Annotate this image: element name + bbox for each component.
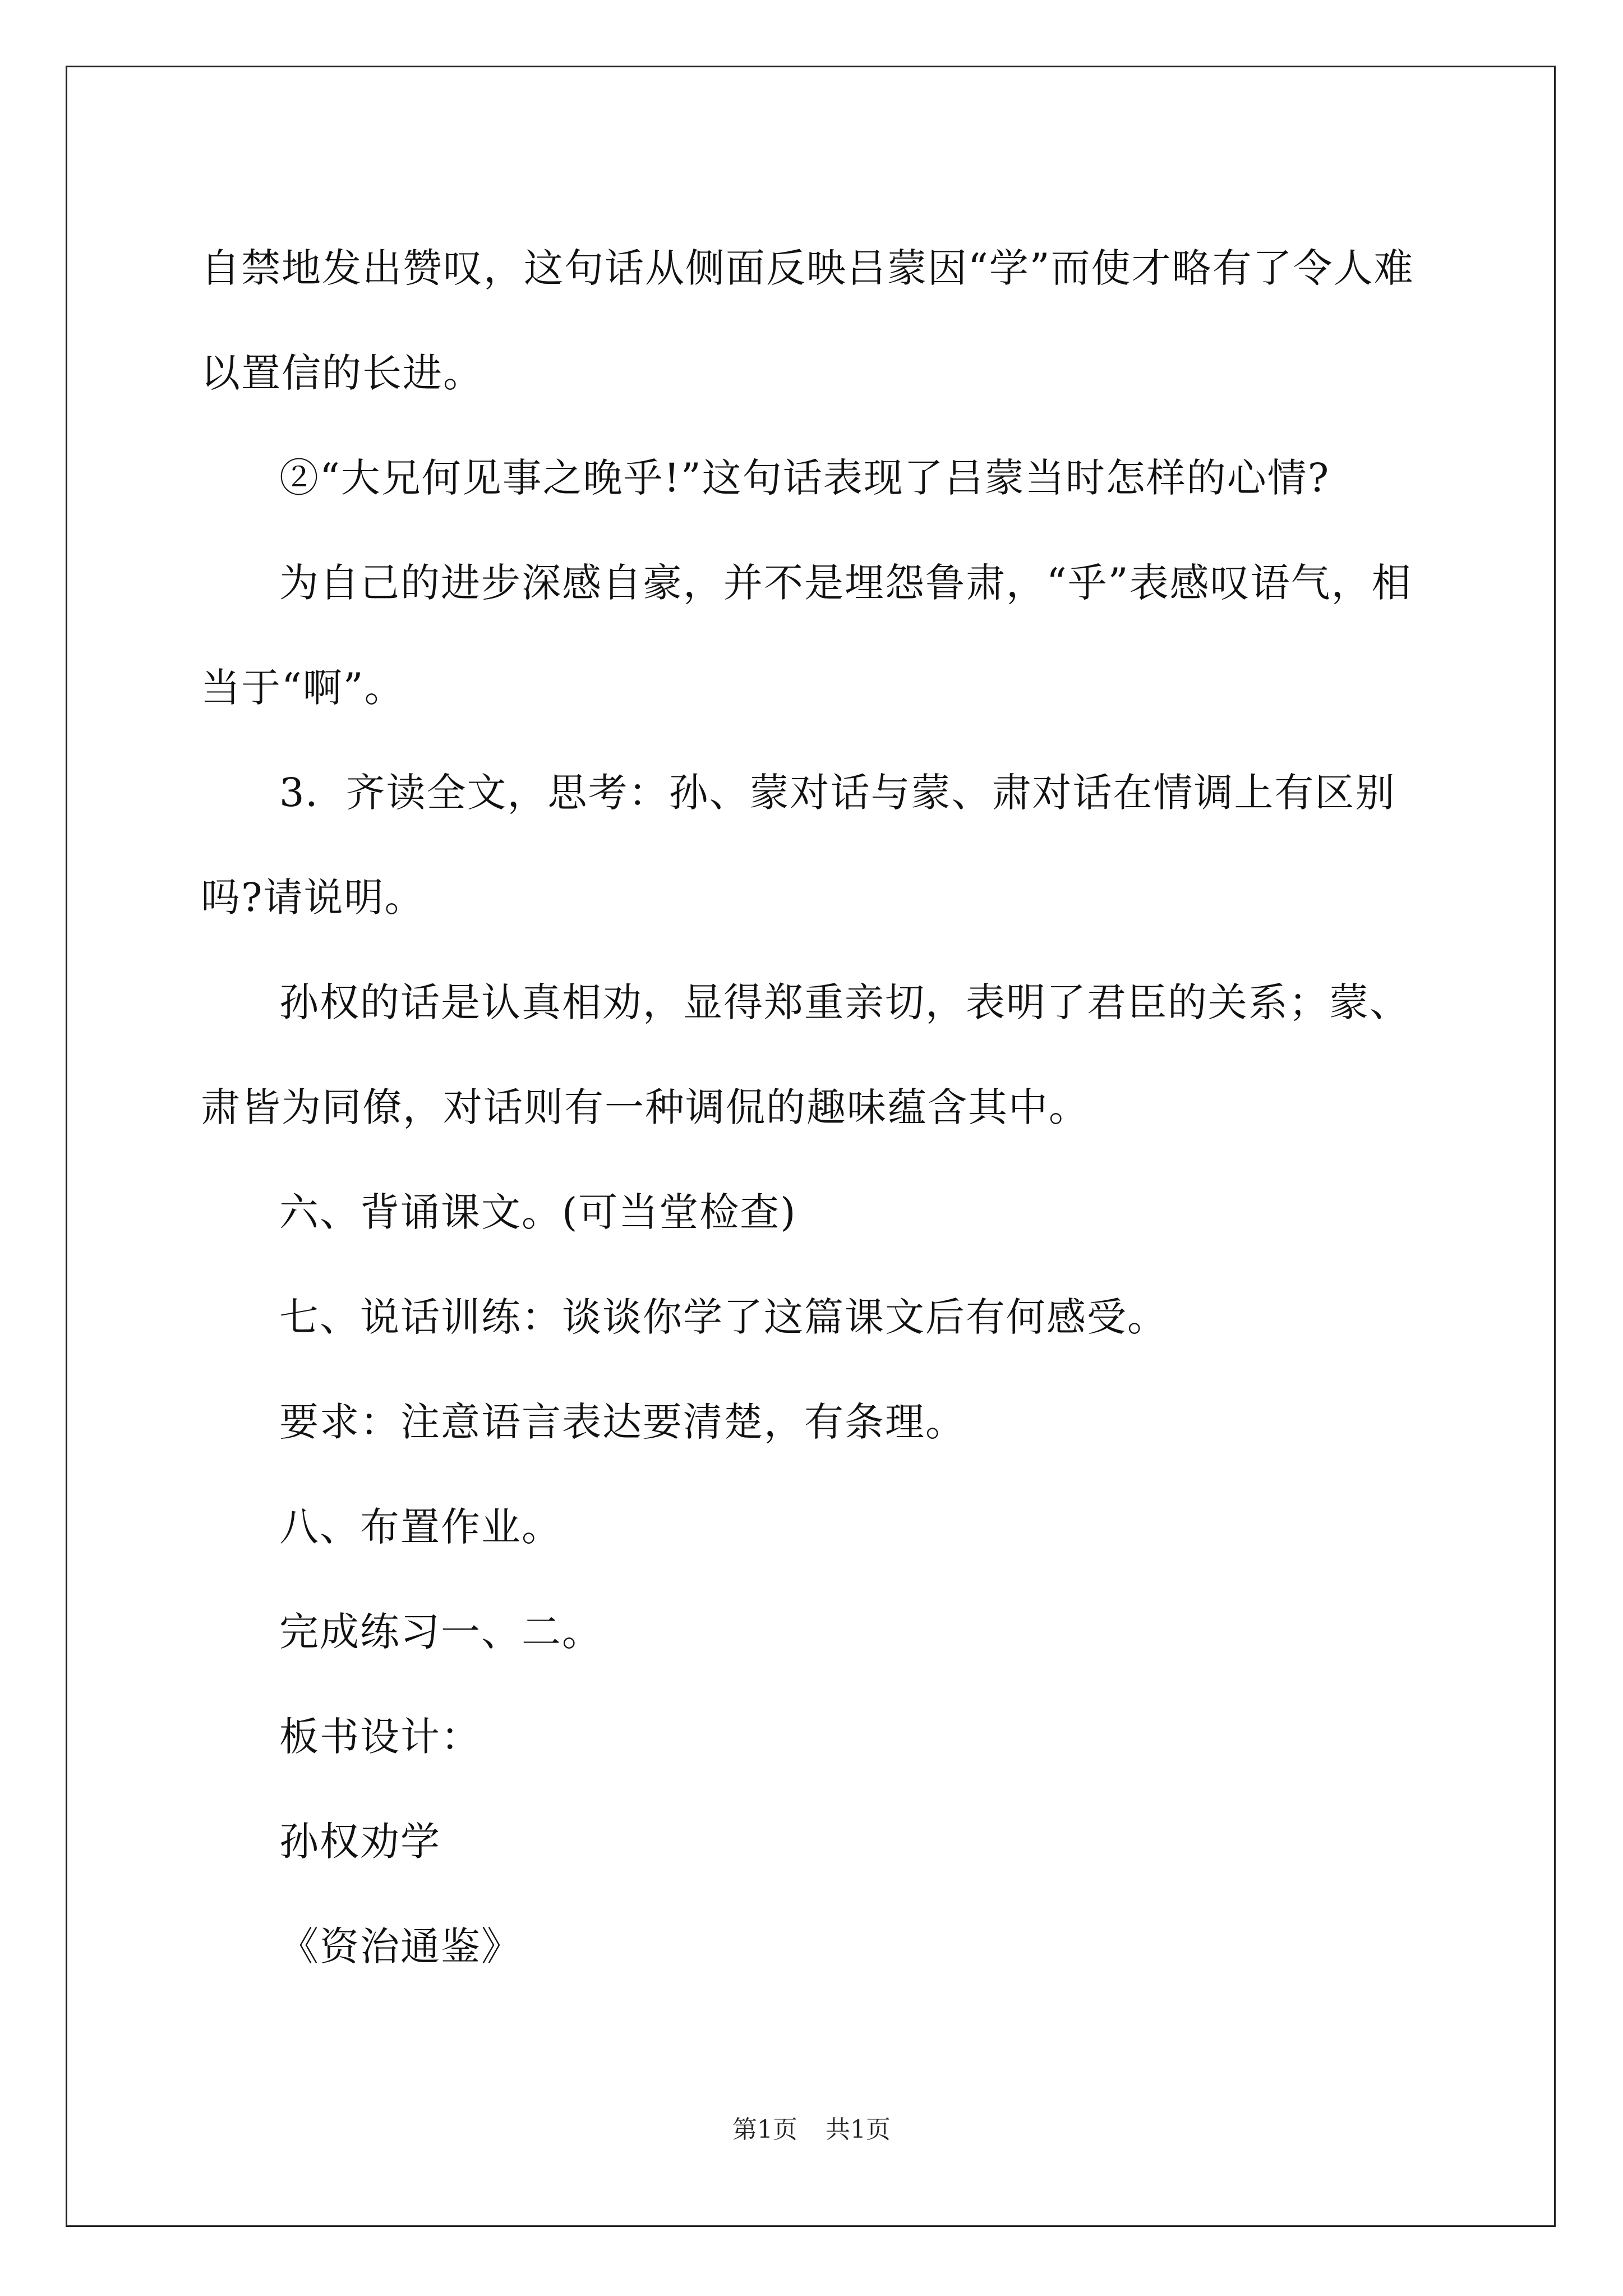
paragraph-9: 八、布置作业。 bbox=[279, 1504, 562, 1550]
paragraph-3: 为自己的进步深感自豪，并不是埋怨鲁肃，“乎”表感叹语气，相当于“啊”。 bbox=[201, 560, 1412, 711]
paragraph-6: 六、背诵课文。(可当堂检查) bbox=[279, 1189, 797, 1235]
paragraph-4: 3．齐读全文，思考：孙、蒙对话与蒙、肃对话在情调上有区别吗?请说明。 bbox=[201, 770, 1396, 921]
document-body bbox=[201, 216, 1435, 1999]
paragraph-7: 七、说话训练：谈谈你学了这篇课文后有何感受。 bbox=[279, 1294, 1168, 1340]
page-number-current: 第1页 bbox=[732, 2115, 797, 2144]
paragraph-13: 《资治通鉴》 bbox=[279, 1924, 522, 1970]
paragraph-2: ②“大兄何见事之晚乎!”这句话表现了吕蒙当时怎样的心情? bbox=[279, 455, 1330, 501]
paragraph-1: 自禁地发出赞叹，这句话从侧面反映吕蒙因“学”而使才略有了令人难以置信的长进。 bbox=[201, 245, 1414, 396]
paragraph-12: 孙权劝学 bbox=[279, 1819, 441, 1865]
paragraph-5: 孙权的话是认真相劝，显得郑重亲切，表明了君臣的关系；蒙、肃皆为同僚，对话则有一种调侃的趣味蕴含其中。 bbox=[201, 979, 1410, 1130]
page-footer bbox=[0, 2109, 1623, 2145]
paragraph-8: 要求：注意语言表达要清楚，有条理。 bbox=[279, 1399, 966, 1445]
paragraph-11: 板书设计： bbox=[279, 1714, 481, 1760]
paragraph-10: 完成练习一、二。 bbox=[279, 1609, 602, 1655]
page-number-total: 共1页 bbox=[826, 2115, 891, 2144]
